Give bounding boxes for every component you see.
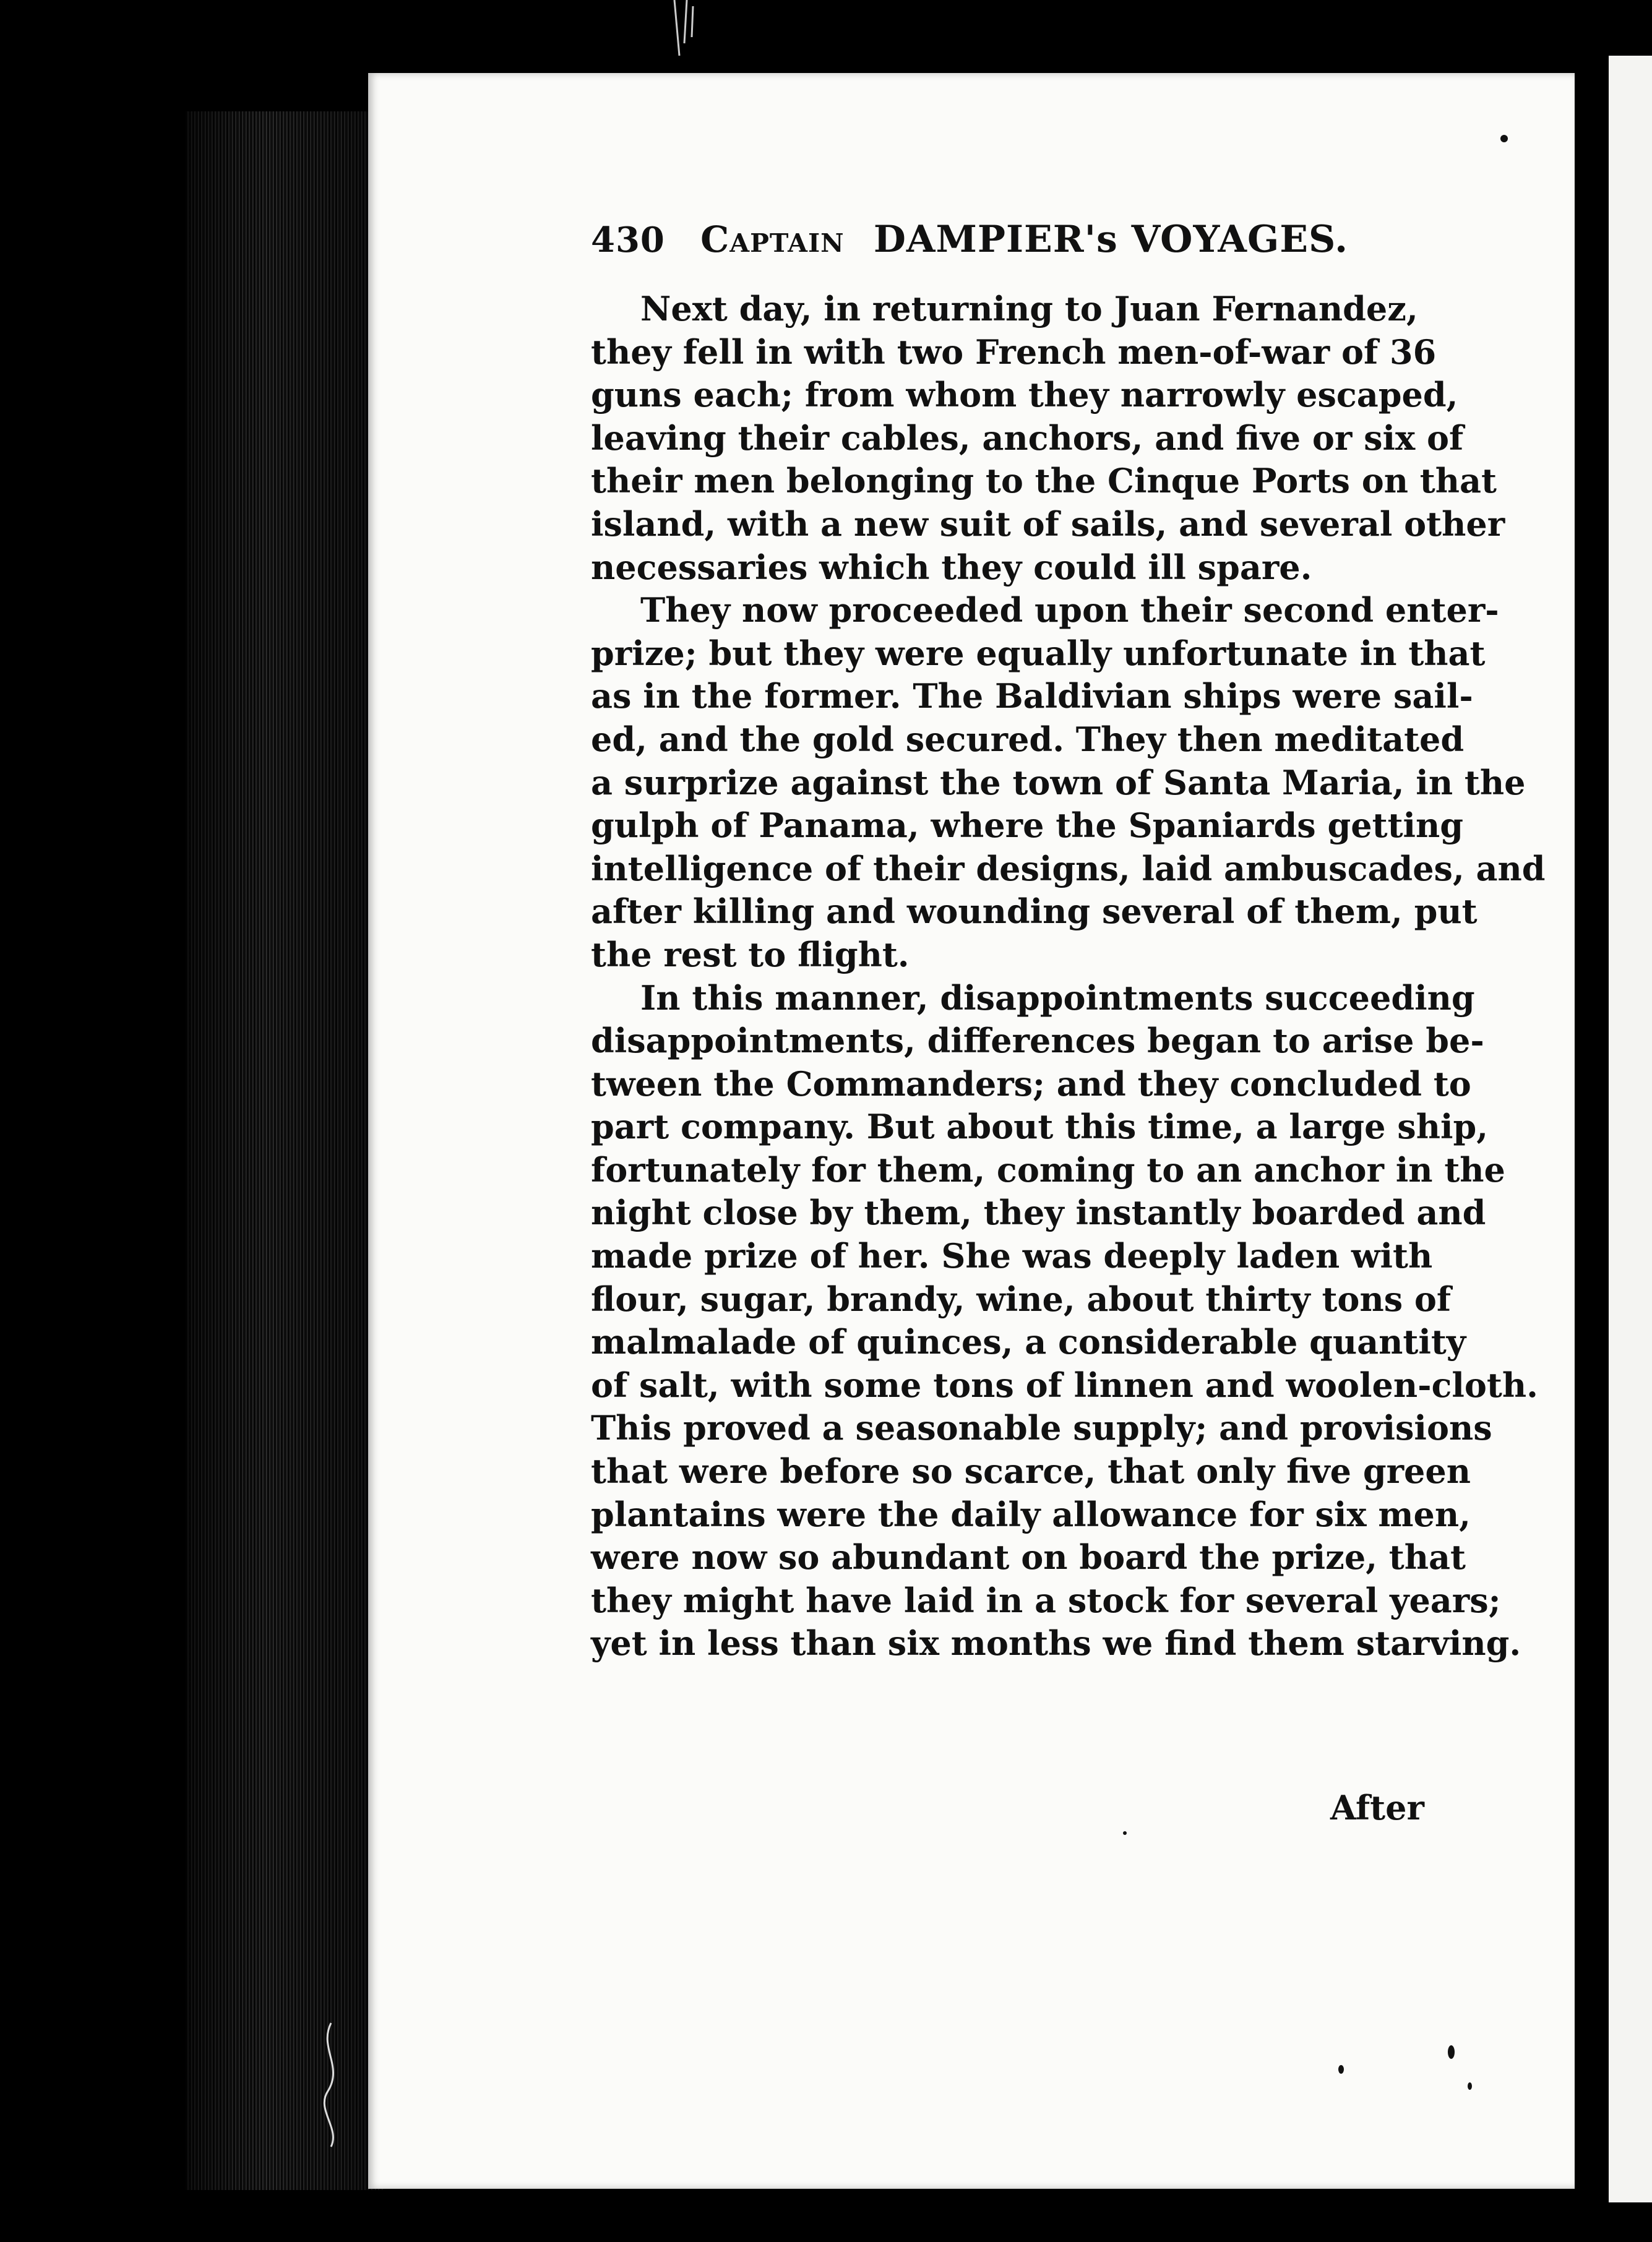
text-line: plantains were the daily allowance for six men, — [591, 1494, 1471, 1534]
text-line: that were before so scarce, that only five green — [591, 1451, 1471, 1492]
page-block-edge — [186, 111, 384, 2190]
text-line: island, with a new suit of sails, and several other — [591, 504, 1505, 544]
ink-speck — [1123, 1831, 1127, 1835]
text-line: leaving their cables, anchors, and five or six of — [591, 418, 1464, 458]
text-line: made prize of her. She was deeply laden with — [591, 1236, 1433, 1276]
text-line: of salt, with some tons of linnen and woolen-cloth. — [591, 1365, 1538, 1405]
text-line: yet in less than six months we find them starving. — [591, 1623, 1521, 1664]
binding-thread-mark — [668, 0, 705, 62]
text-line: Next day, in returning to Juan Fernandez, — [640, 289, 1418, 329]
text-line: ed, and the gold secured. They then meditated — [591, 719, 1465, 759]
next-page-sliver — [1609, 56, 1652, 2202]
text-line: necessaries which they could ill spare. — [591, 547, 1312, 587]
fiber-curl — [312, 2023, 350, 2147]
text-line: after killing and wounding several of them, put — [591, 891, 1478, 932]
gutter-shadow — [1584, 56, 1604, 2202]
text-line: gulph of Panama, where the Spaniards getting — [591, 805, 1464, 846]
text-line: intelligence of their designs, laid ambuscades, and — [591, 848, 1546, 888]
ink-speck — [1500, 135, 1508, 142]
text-line: They now proceeded upon their second enter- — [640, 590, 1499, 630]
text-line: This proved a seasonable supply; and provisions — [591, 1408, 1492, 1448]
text-line: part company. But about this time, a large ship, — [591, 1107, 1489, 1147]
text-line: tween the Commanders; and they concluded to — [591, 1063, 1471, 1104]
text-line: guns each; from whom they narrowly escaped, — [591, 375, 1458, 415]
ink-speck — [1448, 2045, 1455, 2059]
body-text — [591, 288, 1546, 1665]
text-line: as in the former. The Baldivian ships were sail- — [591, 676, 1473, 716]
text-line: were now so abundant on board the prize, that — [591, 1537, 1466, 1578]
header-caption: Captain — [700, 218, 845, 260]
page-number: 430 — [591, 220, 665, 260]
text-line: the rest to flight. — [591, 934, 910, 974]
text-line: fortunately for them, coming to an anchor in the — [591, 1149, 1505, 1190]
text-line: In this manner, disappointments succeeding — [640, 977, 1475, 1018]
text-line: prize; but they were equally unfortunate in that — [591, 633, 1486, 673]
running-header — [591, 218, 1361, 280]
text-line: their men belonging to the Cinque Ports on that — [591, 461, 1497, 501]
text-line: they fell in with two French men-of-war of 36 — [591, 332, 1437, 372]
ink-speck — [1338, 2065, 1344, 2074]
text-line: disappointments, differences began to arise be- — [591, 1021, 1484, 1061]
text-line: a surprize against the town of Santa Maria, in the — [591, 762, 1526, 802]
text-line: flour, sugar, brandy, wine, about thirty tons of — [591, 1279, 1452, 1319]
header-title: DAMPIER's VOYAGES. — [873, 218, 1349, 261]
text-line: malmalade of quinces, a considerable quantity — [591, 1322, 1466, 1362]
text-line: night close by them, they instantly boarded and — [591, 1193, 1486, 1233]
text-line: they might have laid in a stock for several years; — [591, 1580, 1501, 1620]
catchword: After — [1330, 1788, 1424, 1828]
ink-speck — [1468, 2082, 1472, 2090]
